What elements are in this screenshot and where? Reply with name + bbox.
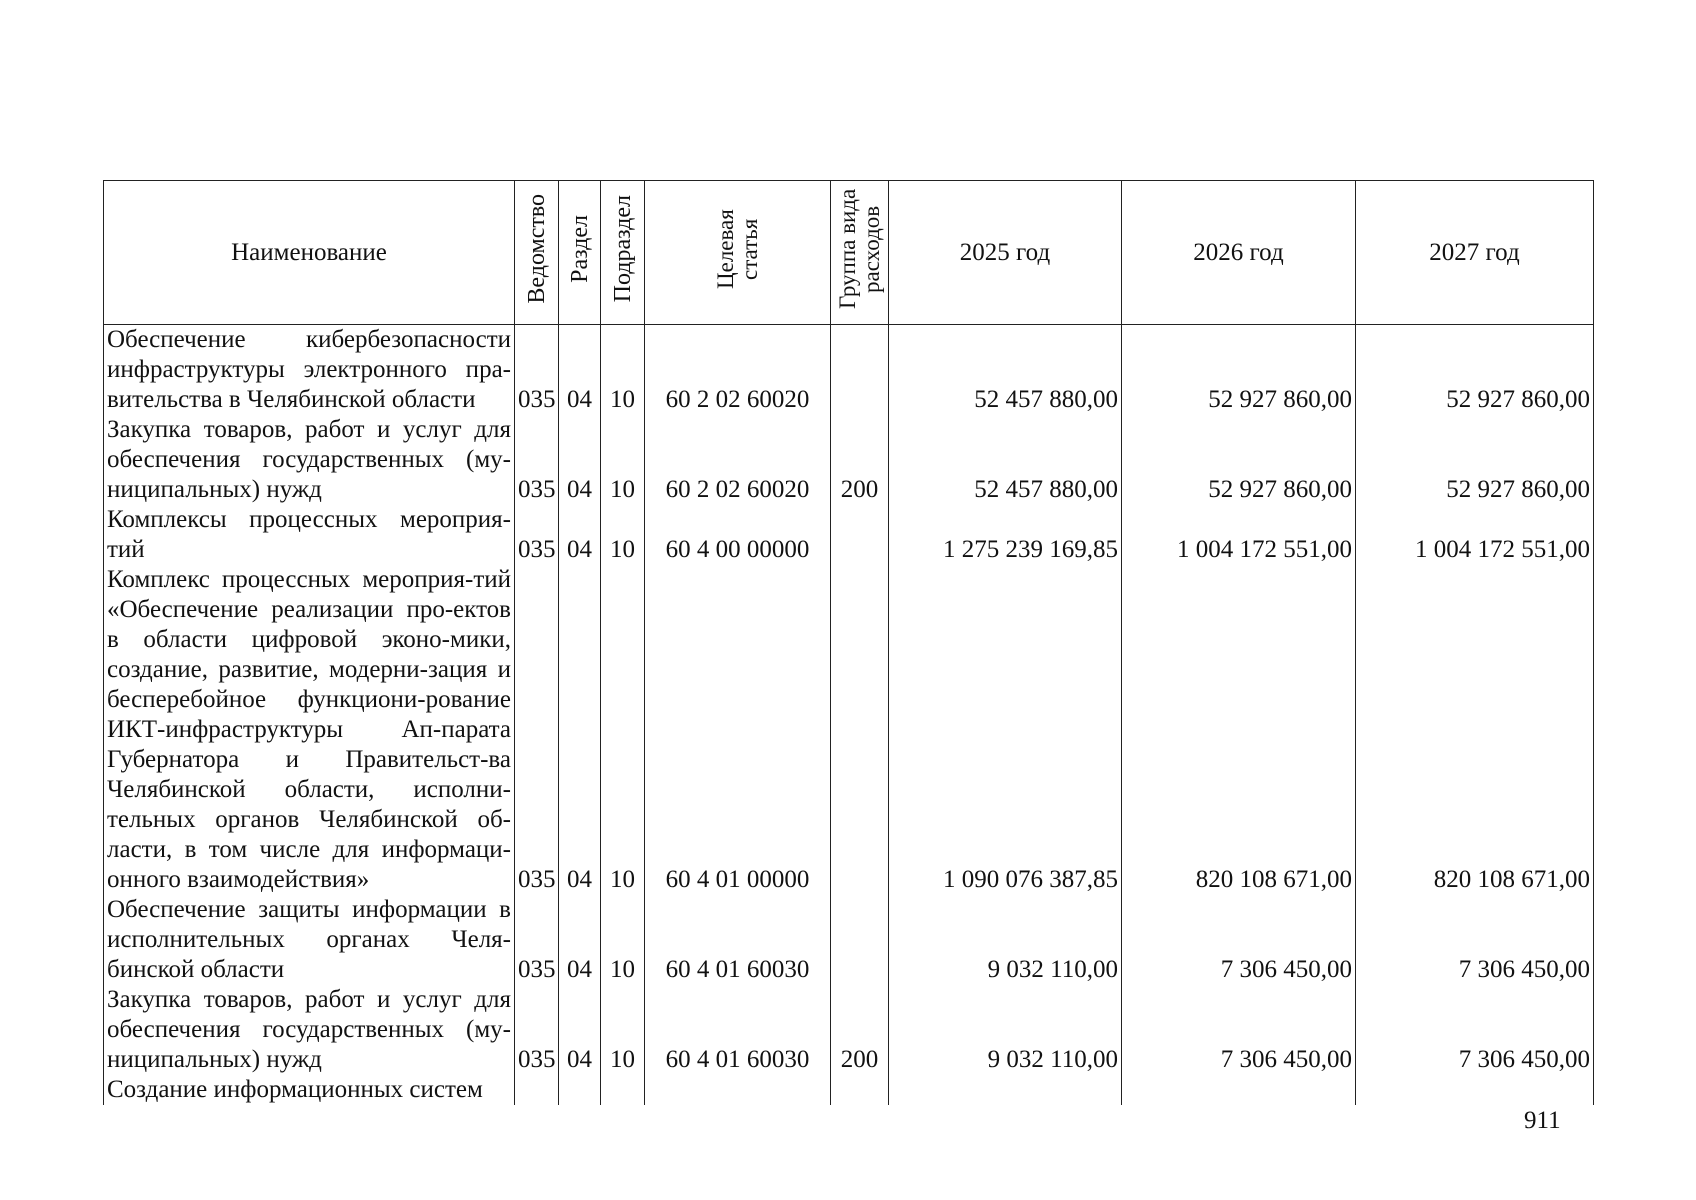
row-name: Создание информационных систем bbox=[104, 1075, 515, 1105]
row-year-2025: 52 457 880,00 bbox=[889, 325, 1122, 416]
header-target-article-label: Целевая статья bbox=[712, 209, 762, 289]
row-section: 04 bbox=[559, 415, 601, 505]
header-subsection-label: Подраздел bbox=[609, 195, 636, 303]
row-department: 035 bbox=[515, 505, 559, 565]
row-section: 04 bbox=[559, 325, 601, 416]
row-target-article: 60 2 02 60020 bbox=[645, 415, 831, 505]
table-row bbox=[104, 1075, 1594, 1105]
row-expense-group bbox=[831, 565, 889, 895]
header-section bbox=[559, 181, 601, 325]
row-year-2026: 1 004 172 551,00 bbox=[1122, 505, 1356, 565]
row-section: 04 bbox=[559, 985, 601, 1075]
row-department: 035 bbox=[515, 565, 559, 895]
row-target-article bbox=[645, 1075, 831, 1105]
header-subsection bbox=[601, 181, 645, 325]
row-expense-group bbox=[831, 895, 889, 985]
table-row bbox=[104, 895, 1594, 985]
row-expense-group bbox=[831, 325, 889, 416]
row-year-2027: 1 004 172 551,00 bbox=[1356, 505, 1594, 565]
row-subsection: 10 bbox=[601, 505, 645, 565]
table-header-row bbox=[104, 181, 1594, 325]
row-year-2027: 7 306 450,00 bbox=[1356, 895, 1594, 985]
row-department: 035 bbox=[515, 985, 559, 1075]
row-year-2026: 7 306 450,00 bbox=[1122, 895, 1356, 985]
budget-table bbox=[103, 180, 1594, 1105]
row-year-2027 bbox=[1356, 1075, 1594, 1105]
header-target-article bbox=[645, 181, 831, 325]
page-number: 911 bbox=[1524, 1107, 1561, 1134]
header-section-label: Раздел bbox=[566, 215, 593, 283]
table-row bbox=[104, 505, 1594, 565]
header-expense-group bbox=[831, 181, 889, 325]
row-name: Обеспечение защиты информации в исполнительных органах Челя-бинской области bbox=[104, 895, 515, 985]
row-section: 04 bbox=[559, 895, 601, 985]
row-year-2027: 7 306 450,00 bbox=[1356, 985, 1594, 1075]
row-target-article: 60 4 01 60030 bbox=[645, 985, 831, 1075]
row-expense-group: 200 bbox=[831, 415, 889, 505]
row-target-article: 60 2 02 60020 bbox=[645, 325, 831, 416]
row-target-article: 60 4 01 60030 bbox=[645, 895, 831, 985]
row-year-2026 bbox=[1122, 1075, 1356, 1105]
header-year-2025: 2025 год bbox=[889, 181, 1122, 325]
header-department-label: Ведомство bbox=[523, 194, 550, 304]
row-subsection bbox=[601, 1075, 645, 1105]
row-name: Комплексы процессных мероприя-тий bbox=[104, 505, 515, 565]
row-name: Закупка товаров, работ и услуг для обеспечения государственных (му-ниципальных) нужд bbox=[104, 985, 515, 1075]
row-subsection: 10 bbox=[601, 985, 645, 1075]
row-year-2027: 52 927 860,00 bbox=[1356, 415, 1594, 505]
row-target-article: 60 4 01 00000 bbox=[645, 565, 831, 895]
row-year-2025: 52 457 880,00 bbox=[889, 415, 1122, 505]
row-department: 035 bbox=[515, 325, 559, 416]
row-department bbox=[515, 1075, 559, 1105]
row-year-2025 bbox=[889, 1075, 1122, 1105]
header-expense-group-label: Группа вида расходов bbox=[834, 188, 884, 310]
row-expense-group bbox=[831, 1075, 889, 1105]
table-row bbox=[104, 325, 1594, 416]
row-year-2026: 7 306 450,00 bbox=[1122, 985, 1356, 1075]
row-section: 04 bbox=[559, 565, 601, 895]
row-section: 04 bbox=[559, 505, 601, 565]
row-subsection: 10 bbox=[601, 415, 645, 505]
row-name: Закупка товаров, работ и услуг для обеспечения государственных (му-ниципальных) нужд bbox=[104, 415, 515, 505]
row-subsection: 10 bbox=[601, 565, 645, 895]
header-year-2027: 2027 год bbox=[1356, 181, 1594, 325]
table-row bbox=[104, 985, 1594, 1075]
row-year-2027: 52 927 860,00 bbox=[1356, 325, 1594, 416]
header-year-2026: 2026 год bbox=[1122, 181, 1356, 325]
row-year-2027: 820 108 671,00 bbox=[1356, 565, 1594, 895]
row-subsection: 10 bbox=[601, 325, 645, 416]
row-subsection: 10 bbox=[601, 895, 645, 985]
row-department: 035 bbox=[515, 415, 559, 505]
row-expense-group: 200 bbox=[831, 985, 889, 1075]
row-target-article: 60 4 00 00000 bbox=[645, 505, 831, 565]
header-name: Наименование bbox=[104, 181, 515, 325]
table-row bbox=[104, 415, 1594, 505]
row-year-2025: 9 032 110,00 bbox=[889, 895, 1122, 985]
row-year-2025: 1 090 076 387,85 bbox=[889, 565, 1122, 895]
row-year-2026: 52 927 860,00 bbox=[1122, 325, 1356, 416]
header-department bbox=[515, 181, 559, 325]
row-year-2026: 820 108 671,00 bbox=[1122, 565, 1356, 895]
row-year-2025: 9 032 110,00 bbox=[889, 985, 1122, 1075]
table-row bbox=[104, 565, 1594, 895]
row-name: Обеспечение кибербезопасности инфраструктуры электронного пра-вительства в Челябинской области bbox=[104, 325, 515, 416]
row-year-2026: 52 927 860,00 bbox=[1122, 415, 1356, 505]
row-name: Комплекс процессных мероприя-тий «Обеспечение реализации про-ектов в области цифровой эконо-мики, создание, развитие, модерни-зация и бесперебойное функциони-рование ИКТ-инфраструктуры Ап-парата Губернатора и Правительст-ва Челябинской области, исполни-тельных органов Челябинской об-ласти, в том числе для информаци-онного взаимодействия» bbox=[104, 565, 515, 895]
row-section bbox=[559, 1075, 601, 1105]
row-department: 035 bbox=[515, 895, 559, 985]
row-expense-group bbox=[831, 505, 889, 565]
row-year-2025: 1 275 239 169,85 bbox=[889, 505, 1122, 565]
